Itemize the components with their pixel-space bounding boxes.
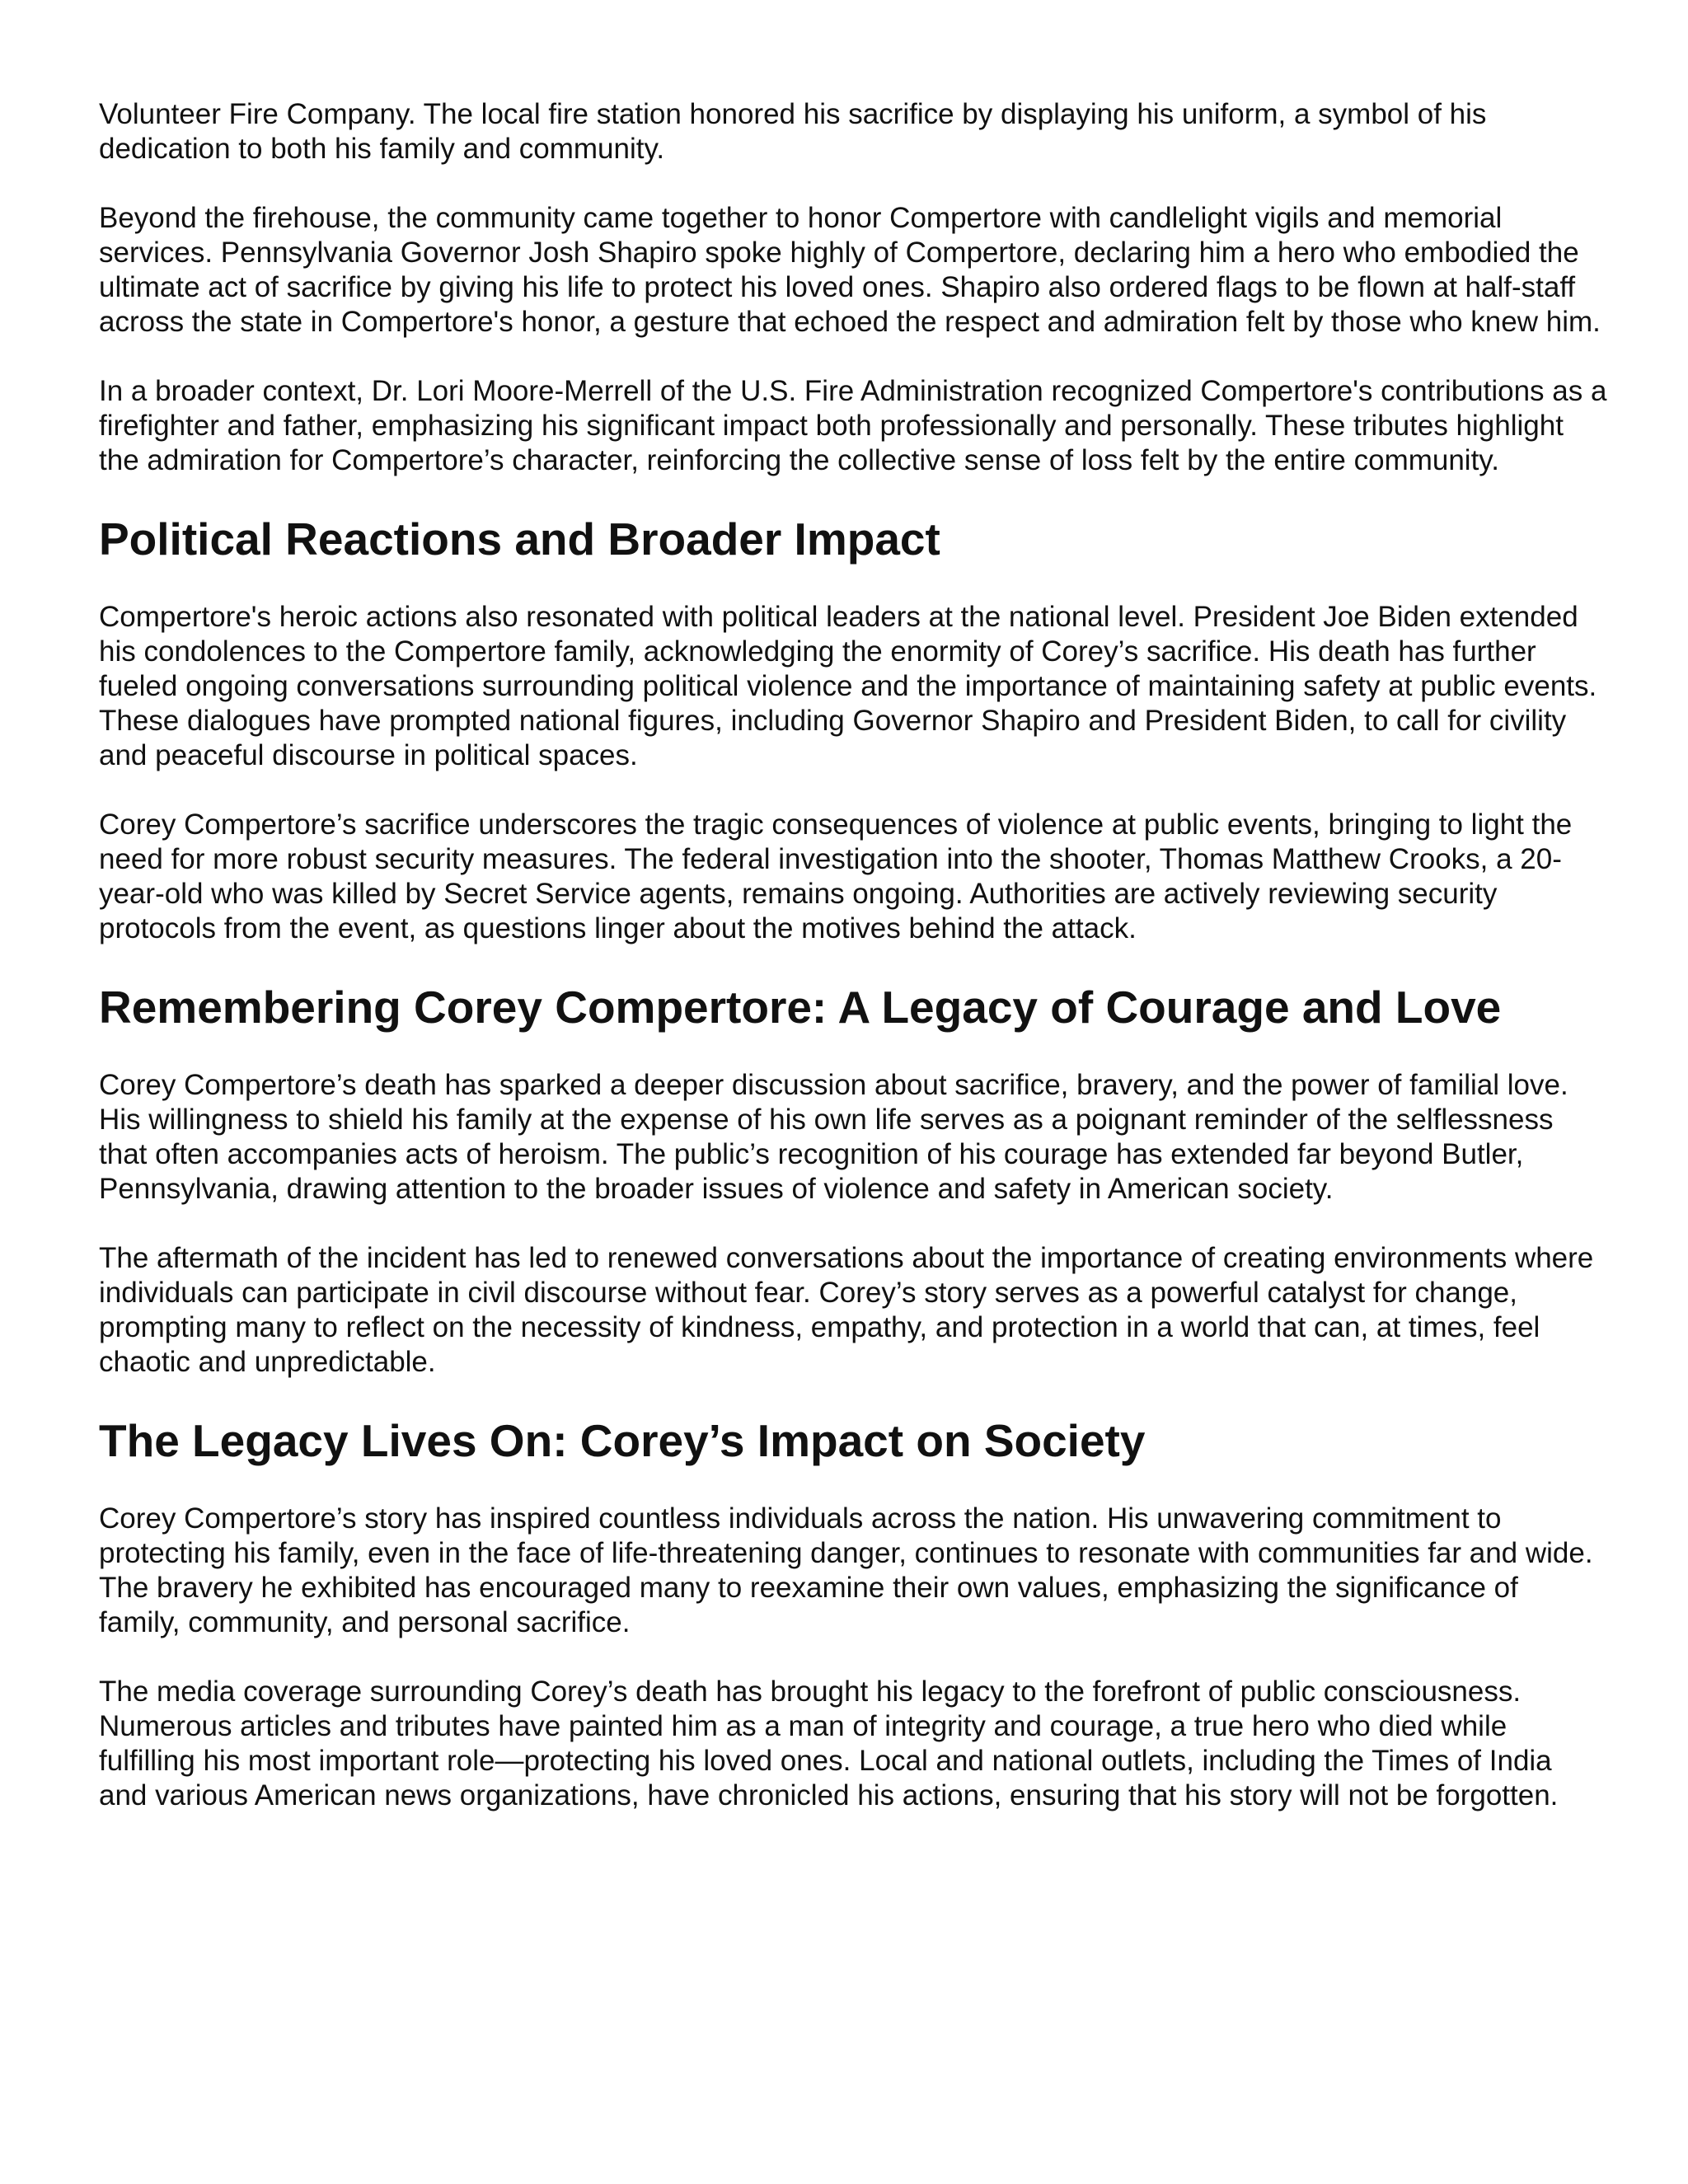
body-paragraph: Compertore's heroic actions also resonated with political leaders at the national level. President Joe Biden extended his condolences to the Compertore family, acknowledging the enormity of Corey’s sacrifice. His death has further fueled ongoing conversations surrounding political violence and the importance of maintaining safety at public events. These dialogues have prompted national figures, including Governor Shapiro and President Biden, to call for civility and peaceful discourse in political spaces. (99, 601, 1597, 771)
section-legacy (99, 1414, 1607, 1813)
body-paragraph: The aftermath of the incident has led to renewed conversations about the importance of creating environments where individuals can participate in civil discourse without fear. Corey’s story serves as a powerful catalyst for change, prompting many to reflect on the necessity of kindness, empathy, and protection in a world that can, at times, feel chaotic and unpredictable. (99, 1242, 1594, 1378)
body-paragraph: The media coverage surrounding Corey’s death has brought his legacy to the forefront of public consciousness. Numerous articles and tributes have painted him as a man of integrity and courage, a true hero who died while fulfilling his most important role—protecting his loved ones. Local and national outlets, including the Times of India and various American news organizations, have chronicled his actions, ensuring that his story will not be forgotten. (99, 1675, 1559, 1811)
section-remembering (99, 981, 1607, 1380)
section-heading: Remembering Corey Compertore: A Legacy of Courage and Love (99, 982, 1502, 1033)
document-page (99, 97, 1607, 1848)
body-paragraph: Volunteer Fire Company. The local fire station honored his sacrifice by displaying his uniform, a symbol of his dedication to both his family and community. (99, 98, 1487, 165)
body-paragraph: Beyond the firehouse, the community came together to honor Compertore with candlelight vigils and memorial services. Pennsylvania Governor Josh Shapiro spoke highly of Compertore, declaring him a hero who embodied the ultimate act of sacrifice by giving his life to protect his loved ones. Shapiro also ordered flags to be flown at half-staff across the state in Compertore's honor, a gesture that echoed the respect and admiration felt by those who knew him. (99, 202, 1601, 338)
body-paragraph: In a broader context, Dr. Lori Moore-Merrell of the U.S. Fire Administration recognized Compertore's contributions as a firefighter and father, emphasizing his significant impact both professionally and personally. These tributes highlight the admiration for Compertore’s character, reinforcing the collective sense of loss felt by the entire community. (99, 375, 1607, 476)
section-heading: Political Reactions and Broader Impact (99, 513, 940, 565)
body-paragraph: Corey Compertore’s death has sparked a deeper discussion about sacrifice, bravery, and the power of familial love. His willingness to shield his family at the expense of his own life serves as a poignant reminder of the selflessness that often accompanies acts of heroism. The public’s recognition of his courage has extended far beyond Butler, Pennsylvania, drawing attention to the broader issues of violence and safety in American society. (99, 1069, 1568, 1205)
intro-section (99, 97, 1607, 478)
body-paragraph: Corey Compertore’s sacrifice underscores the tragic consequences of violence at public events, bringing to light the need for more robust security measures. The federal investigation into the shooter, Thomas Matthew Crooks, a 20-year-old who was killed by Secret Service agents, remains ongoing. Authorities are actively reviewing security protocols from the event, as questions linger about the motives behind the attack. (99, 808, 1573, 944)
section-heading: The Legacy Lives On: Corey’s Impact on Society (99, 1415, 1146, 1466)
body-paragraph: Corey Compertore’s story has inspired countless individuals across the nation. His unwavering commitment to protecting his family, even in the face of life-threatening danger, continues to resonate with communities far and wide. The bravery he exhibited has encouraged many to reexamine their own values, emphasizing the significance of family, community, and personal sacrifice. (99, 1502, 1593, 1638)
section-political-reactions (99, 513, 1607, 946)
